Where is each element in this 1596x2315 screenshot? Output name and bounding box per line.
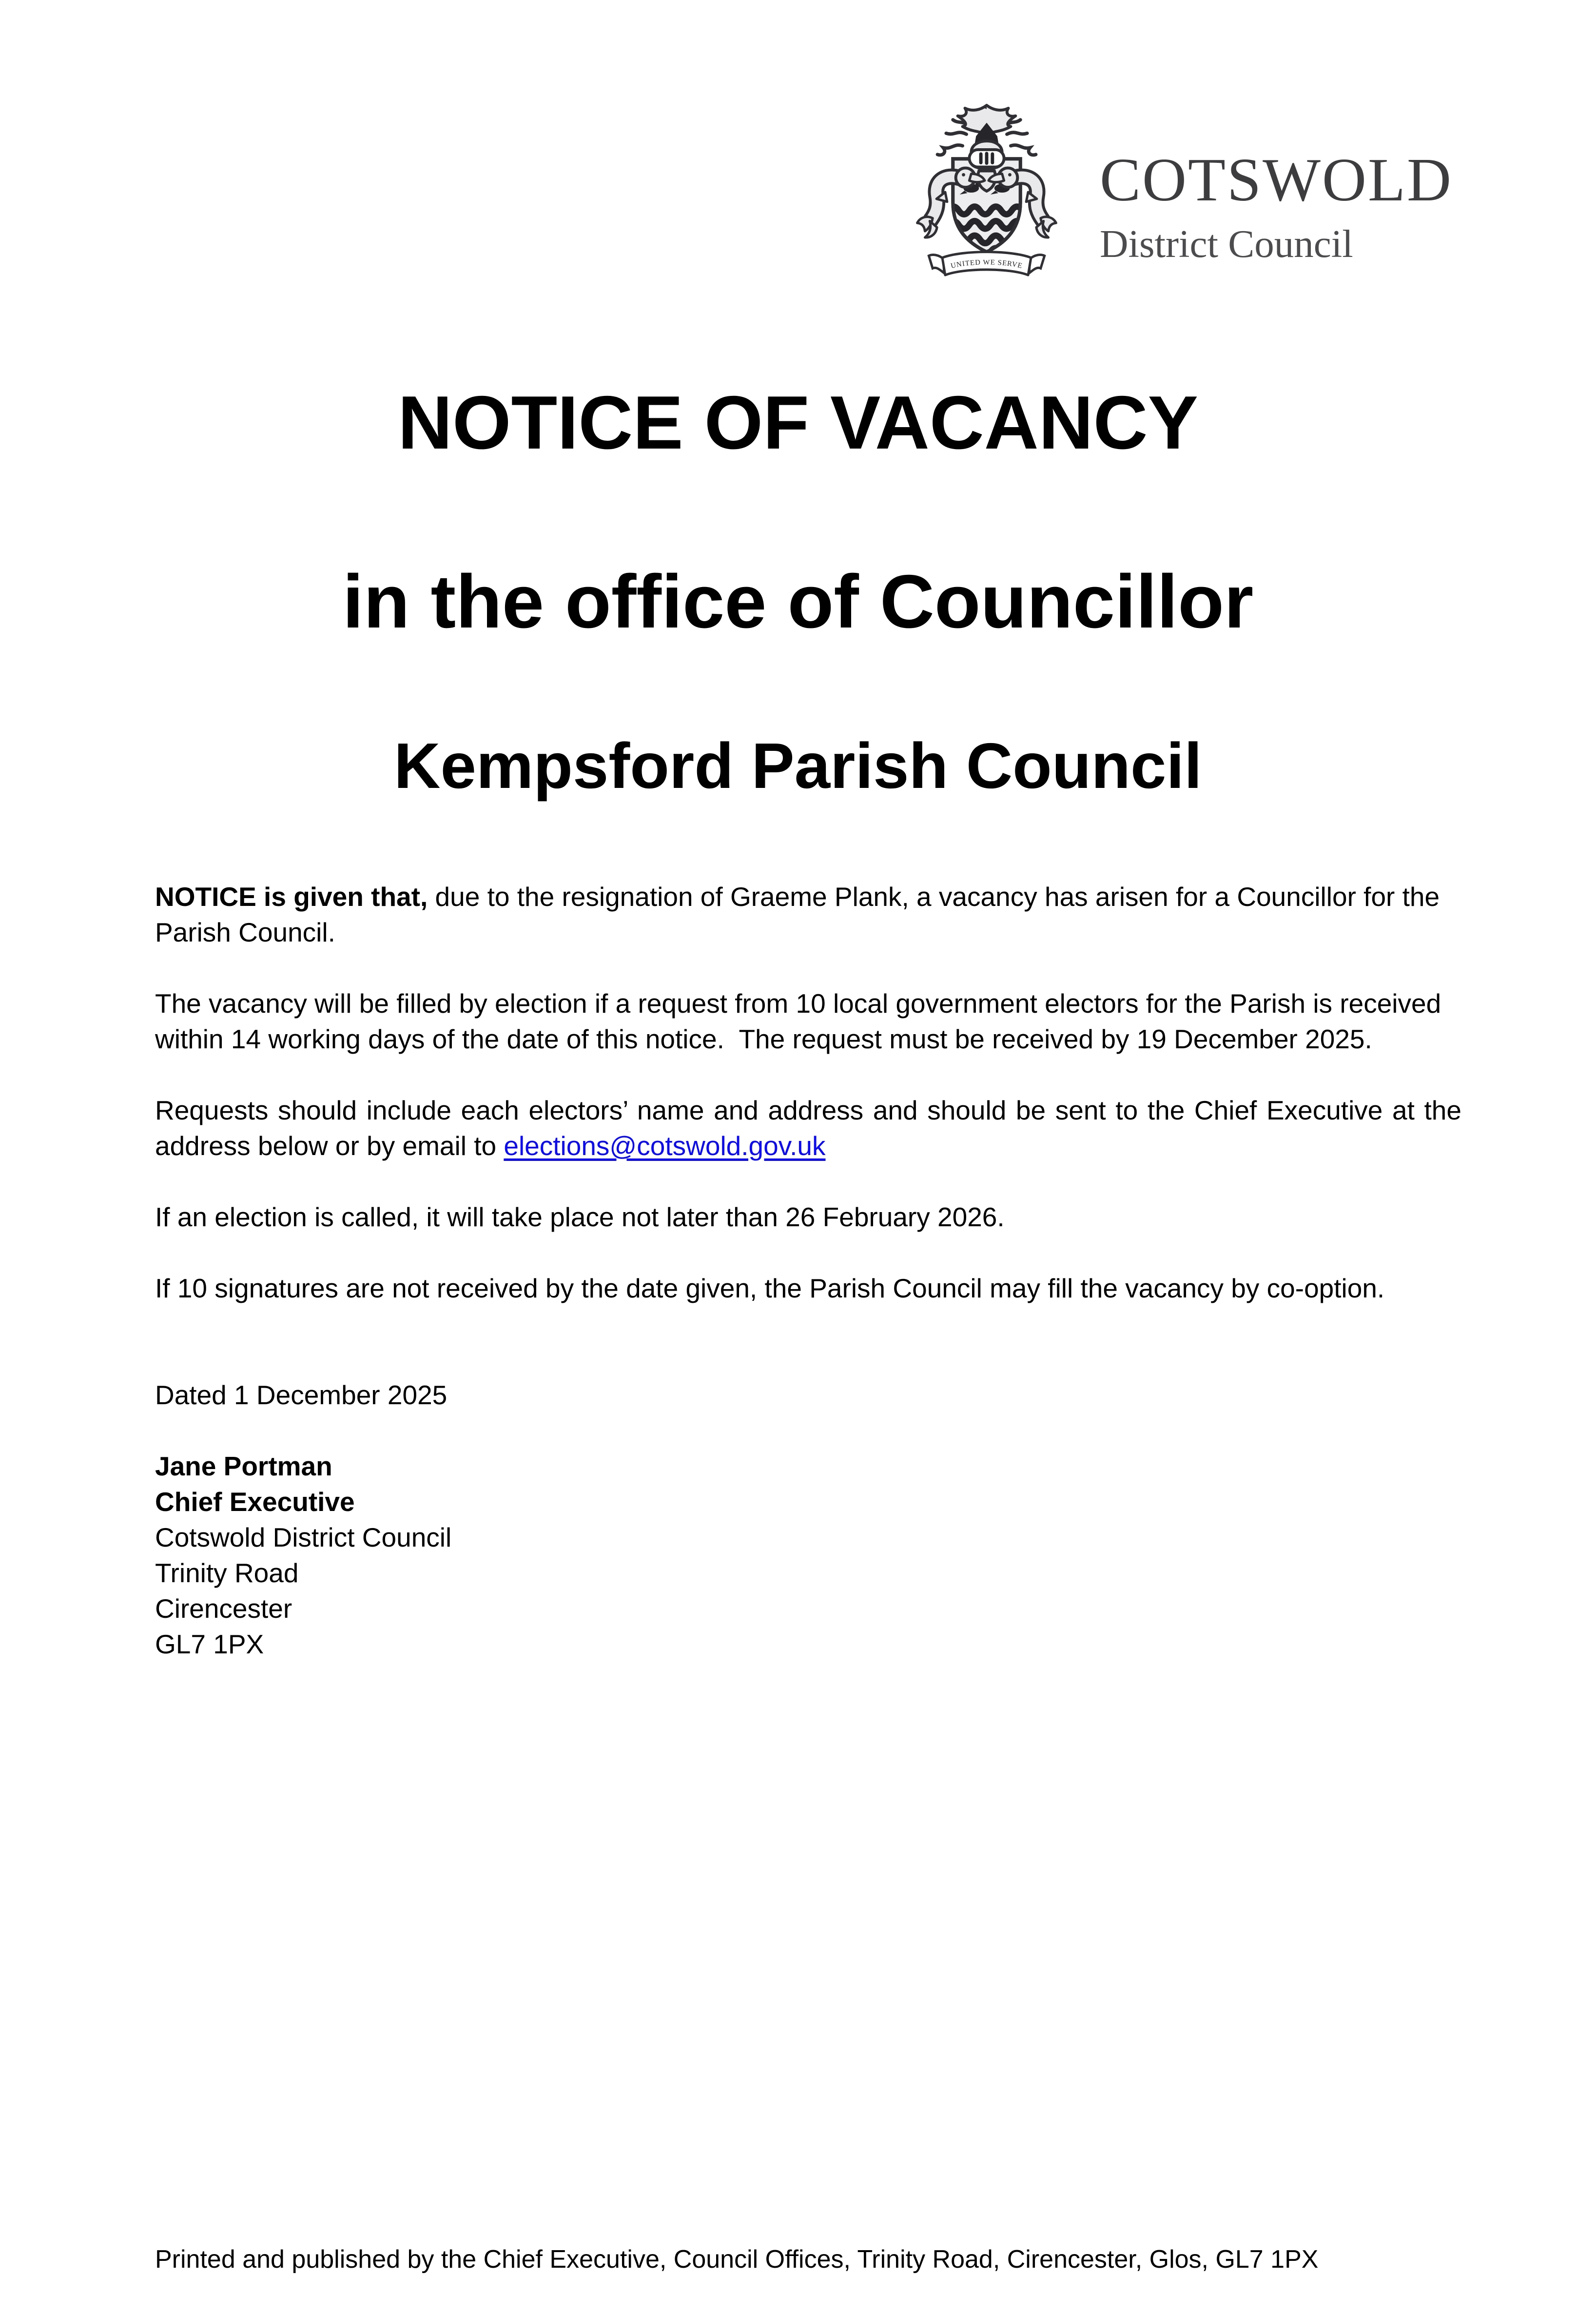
notice-body	[155, 879, 1461, 1662]
signature-block	[155, 1449, 1461, 1662]
paragraph-requests	[155, 1093, 1461, 1164]
signatory-postcode: GL7 1PX	[155, 1629, 264, 1659]
signatory-name: Jane Portman	[155, 1451, 332, 1481]
paragraph-notice-given	[155, 879, 1461, 950]
paragraph-election-request: The vacancy will be filled by election if a request from 10 local government electors for the Parish is received within 14 working days of the date of this notice. The request must be received by 19 December 2025.	[155, 988, 1441, 1054]
signatory-org: Cotswold District Council	[155, 1522, 452, 1552]
paragraph-requests-text: Requests should include each electors’ name and address and should be sent to the Chief Executive at the address below or by email to	[155, 1095, 1461, 1161]
org-subtitle: District Council	[1100, 222, 1353, 266]
council-name-heading: Kempsford Parish Council	[394, 730, 1202, 802]
signatory-town: Cirencester	[155, 1593, 292, 1624]
logo-text	[1100, 146, 1453, 266]
signatory-street: Trinity Road	[155, 1558, 299, 1588]
dated-line: Dated 1 December 2025	[155, 1380, 448, 1410]
notice-subtitle: in the office of Councillor	[342, 559, 1254, 644]
cotswold-crest-icon	[914, 103, 1059, 282]
paragraph-lead-bold: NOTICE is given that,	[155, 882, 428, 912]
logo	[914, 103, 1453, 282]
notice-title: NOTICE OF VACANCY	[398, 380, 1198, 465]
email-link[interactable]: elections@cotswold.gov.uk	[504, 1131, 826, 1161]
crest-motto: UNITED WE SERVE	[950, 258, 1024, 271]
footer-imprint: Printed and published by the Chief Executive, Council Offices, Trinity Road, Cirencester, Glos, GL7 1PX	[155, 2245, 1319, 2274]
paragraph-lead-rest: due to the resignation of Graeme Plank, a vacancy has arisen for a Councillor for the Parish Council.	[155, 882, 1440, 947]
paragraph-co-option: If 10 signatures are not received by the date given, the Parish Council may fill the vacancy by co-option.	[155, 1273, 1385, 1303]
paragraph-election-date: If an election is called, it will take place not later than 26 February 2026.	[155, 1202, 1005, 1232]
signatory-role: Chief Executive	[155, 1487, 355, 1517]
org-name: COTSWOLD	[1100, 146, 1453, 214]
